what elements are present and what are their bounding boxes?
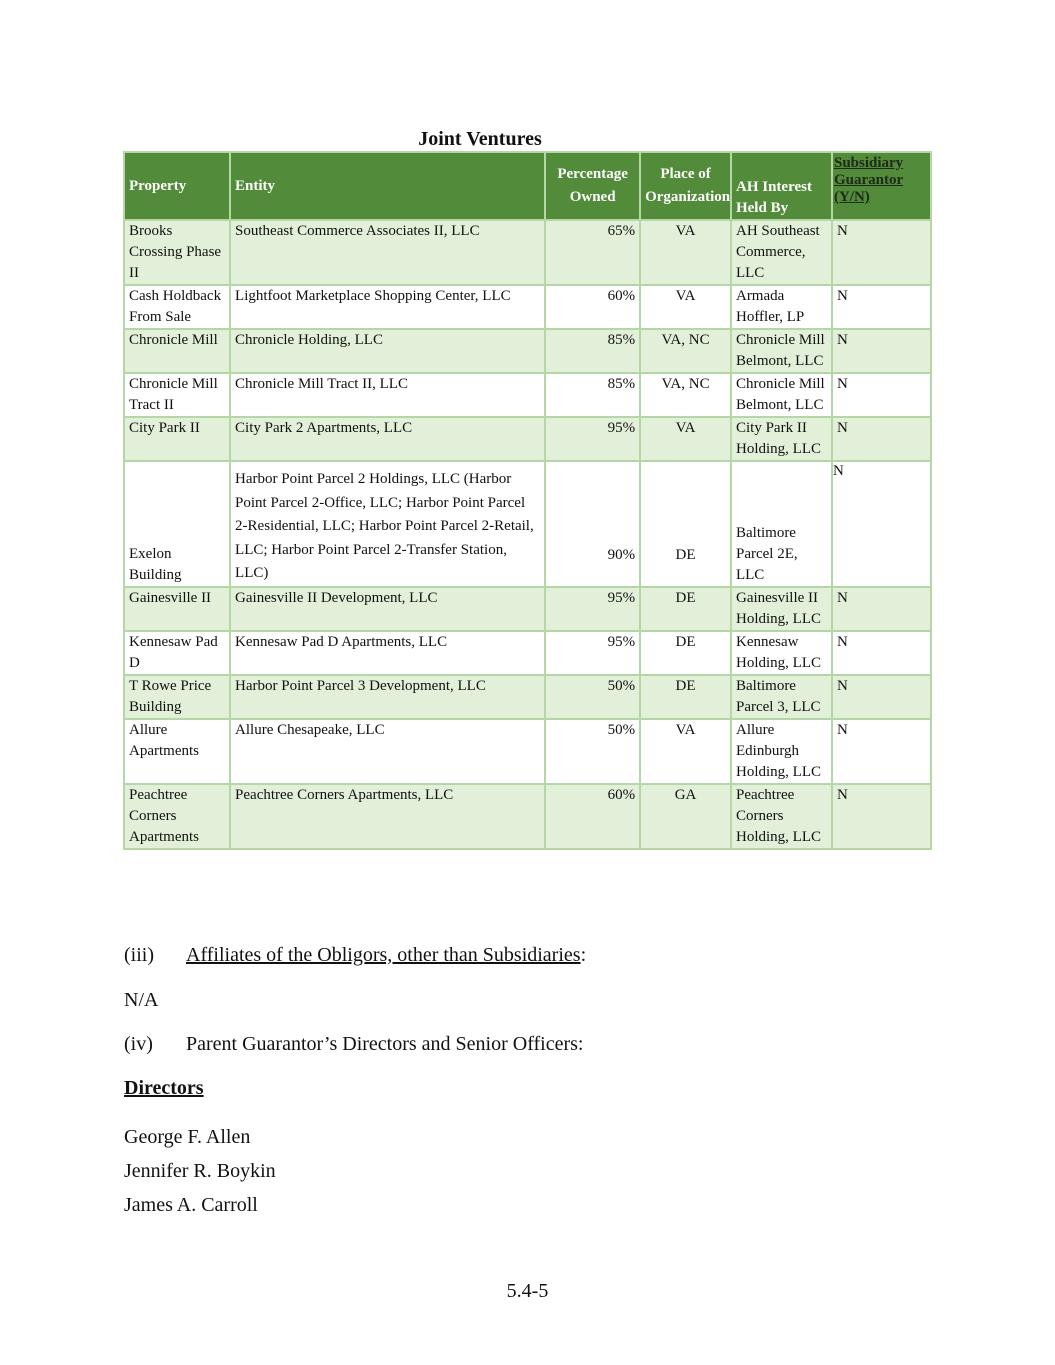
cell-ah-interest: Chronicle Mill Belmont, LLC: [731, 329, 832, 373]
header-entity: Entity: [230, 152, 545, 220]
cell-ah-interest: City Park II Holding, LLC: [731, 417, 832, 461]
cell-ah-interest: AH Southeast Commerce, LLC: [731, 220, 832, 285]
cell-entity: Harbor Point Parcel 3 Development, LLC: [230, 675, 545, 719]
header-place-line2: Organization: [645, 189, 731, 205]
table-row: [124, 417, 931, 461]
header-ah-line2: Held By: [735, 200, 789, 216]
header-sub-line1: Subsidiary: [833, 155, 904, 171]
cell-place: DE: [640, 675, 731, 719]
section-iii-value: N/A: [124, 989, 159, 1011]
section-iii-text: Affiliates of the Obligors, other than Subsidiaries: [186, 944, 581, 966]
cell-place: VA: [640, 285, 731, 329]
cell-percentage: 95%: [545, 631, 640, 675]
cell-percentage: 90%: [545, 461, 640, 587]
cell-property: Gainesville II: [124, 587, 230, 631]
cell-ah-interest: Gainesville II Holding, LLC: [731, 587, 832, 631]
cell-guarantor: N: [832, 220, 931, 285]
table-row: [124, 373, 931, 417]
section-iii-heading: [124, 943, 586, 967]
cell-entity: Kennesaw Pad D Apartments, LLC: [230, 631, 545, 675]
director-name: James A. Carroll: [124, 1194, 258, 1216]
table-row: [124, 631, 931, 675]
table-row: [124, 675, 931, 719]
cell-ah-interest: Peachtree Corners Holding, LLC: [731, 784, 832, 849]
cell-place: GA: [640, 784, 731, 849]
cell-percentage: 65%: [545, 220, 640, 285]
cell-guarantor: N: [832, 461, 931, 587]
cell-guarantor: N: [832, 631, 931, 675]
cell-ah-interest: Allure Edinburgh Holding, LLC: [731, 719, 832, 784]
header-subsidiary-guarantor: [832, 152, 931, 220]
cell-property: Peachtree Corners Apartments: [124, 784, 230, 849]
header-percentage-line1: Percentage: [557, 166, 628, 182]
cell-guarantor: N: [832, 784, 931, 849]
cell-ah-interest: Armada Hoffler, LP: [731, 285, 832, 329]
cell-property: T Rowe Price Building: [124, 675, 230, 719]
cell-percentage: 60%: [545, 784, 640, 849]
cell-guarantor: N: [832, 587, 931, 631]
cell-guarantor: N: [832, 719, 931, 784]
cell-entity: Peachtree Corners Apartments, LLC: [230, 784, 545, 849]
cell-ah-interest: Baltimore Parcel 3, LLC: [731, 675, 832, 719]
header-ah-interest: [731, 152, 832, 220]
cell-guarantor: N: [832, 675, 931, 719]
cell-percentage: 50%: [545, 719, 640, 784]
cell-percentage: 95%: [545, 587, 640, 631]
cell-place: VA: [640, 719, 731, 784]
table-row: [124, 587, 931, 631]
cell-place: VA: [640, 417, 731, 461]
cell-entity: Allure Chesapeake, LLC: [230, 719, 545, 784]
cell-percentage: 50%: [545, 675, 640, 719]
section-iii-colon: :: [580, 944, 587, 966]
table-row: [124, 719, 931, 784]
cell-entity: Harbor Point Parcel 2 Holdings, LLC (Harbor Point Parcel 2-Office, LLC; Harbor Point Parcel 2-Residential, LLC; Harbor Point Parcel 2-Retail, LLC; Harbor Point Parcel 2-Transfer Station, LLC): [230, 461, 545, 587]
cell-place: VA, NC: [640, 373, 731, 417]
header-property: Property: [124, 152, 230, 220]
table-row: [124, 285, 931, 329]
header-ah-line1: AH Interest: [735, 179, 812, 195]
cell-entity: Chronicle Mill Tract II, LLC: [230, 373, 545, 417]
cell-property: Allure Apartments: [124, 719, 230, 784]
header-place-line1: Place of: [660, 166, 711, 182]
cell-ah-interest: Baltimore Parcel 2E, LLC: [731, 461, 832, 587]
table-row: [124, 220, 931, 285]
cell-property: Chronicle Mill: [124, 329, 230, 373]
section-iv-heading: [124, 1032, 583, 1056]
cell-percentage: 95%: [545, 417, 640, 461]
cell-property: City Park II: [124, 417, 230, 461]
header-percentage: [545, 152, 640, 220]
cell-ah-interest: Chronicle Mill Belmont, LLC: [731, 373, 832, 417]
cell-guarantor: N: [832, 417, 931, 461]
table-header-row: [124, 152, 931, 220]
joint-ventures-title: Joint Ventures: [418, 128, 542, 150]
cell-guarantor: N: [832, 373, 931, 417]
cell-property: Cash Holdback From Sale: [124, 285, 230, 329]
cell-guarantor: N: [832, 285, 931, 329]
table-row: [124, 461, 931, 587]
cell-entity: Gainesville II Development, LLC: [230, 587, 545, 631]
cell-percentage: 60%: [545, 285, 640, 329]
cell-property: Chronicle Mill Tract II: [124, 373, 230, 417]
header-place: [640, 152, 731, 220]
cell-percentage: 85%: [545, 373, 640, 417]
director-name: Jennifer R. Boykin: [124, 1160, 276, 1182]
cell-place: DE: [640, 587, 731, 631]
cell-guarantor: N: [832, 329, 931, 373]
section-iv-text: Parent Guarantor’s Directors and Senior Officers:: [186, 1033, 584, 1055]
cell-entity: Chronicle Holding, LLC: [230, 329, 545, 373]
cell-property: Kennesaw Pad D: [124, 631, 230, 675]
header-sub-line3: (Y/N): [833, 189, 870, 205]
cell-place: DE: [640, 461, 731, 587]
cell-property: Exelon Building: [124, 461, 230, 587]
cell-entity: City Park 2 Apartments, LLC: [230, 417, 545, 461]
cell-entity: Southeast Commerce Associates II, LLC: [230, 220, 545, 285]
directors-list: [124, 1120, 276, 1222]
section-iii-number: (iii): [124, 944, 154, 966]
page-number: 5.4-5: [506, 1280, 549, 1302]
cell-place: DE: [640, 631, 731, 675]
cell-entity: Lightfoot Marketplace Shopping Center, LLC: [230, 285, 545, 329]
cell-property: Brooks Crossing Phase II: [124, 220, 230, 285]
section-iv-number: (iv): [124, 1033, 153, 1055]
table-row: [124, 784, 931, 849]
cell-place: VA, NC: [640, 329, 731, 373]
cell-ah-interest: Kennesaw Holding, LLC: [731, 631, 832, 675]
table-row: [124, 329, 931, 373]
cell-place: VA: [640, 220, 731, 285]
director-name: George F. Allen: [124, 1126, 251, 1148]
cell-percentage: 85%: [545, 329, 640, 373]
header-percentage-line2: Owned: [569, 189, 616, 205]
joint-ventures-table: [123, 151, 932, 850]
header-sub-line2: Guarantor: [833, 172, 904, 188]
directors-heading: Directors: [124, 1077, 204, 1099]
